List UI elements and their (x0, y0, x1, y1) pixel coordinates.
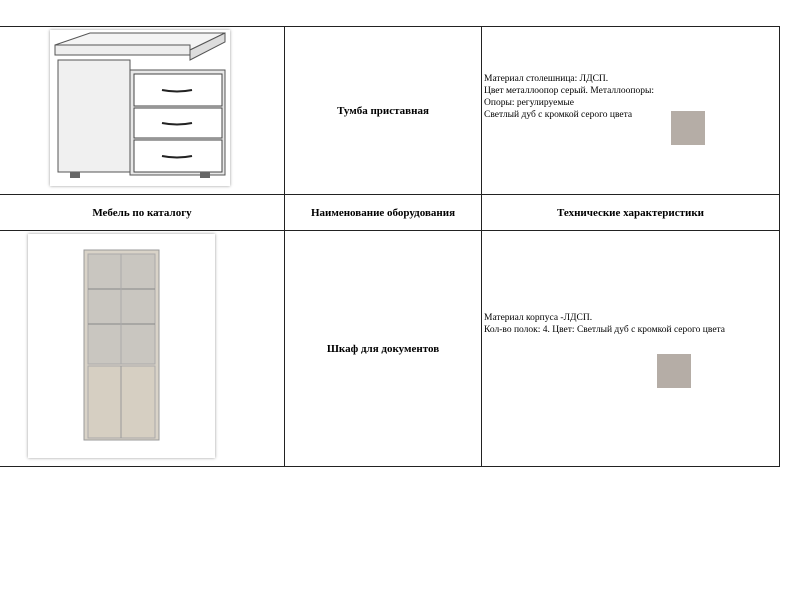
spec-line: Светлый дуб с кромкой серого цвета (484, 110, 633, 120)
header-tech: Технические характеристики (556, 206, 705, 219)
color-swatch (671, 111, 705, 145)
item-name: Тумба приставная (337, 104, 429, 117)
spec-line: Материал корпуса -ЛДСП. (484, 313, 593, 323)
color-swatch (657, 354, 691, 388)
header-name: Наименование оборудования (310, 206, 456, 219)
pedestal-image (50, 30, 230, 186)
spec-line: Кол-во полок: 4. Цвет: Светлый дуб с кромкой серого цвета (484, 325, 726, 335)
spec-line: Цвет металлоопор серый. Металлоопоры: (484, 86, 654, 96)
item-specs (484, 312, 725, 336)
cabinet-image (28, 234, 215, 458)
spec-line: Материал столешница: ЛДСП. (484, 74, 609, 84)
item-specs (484, 73, 654, 121)
divider (481, 26, 482, 467)
header-catalog: Мебель по каталогу (92, 206, 192, 219)
divider (0, 466, 780, 467)
item-name: Шкаф для документов (326, 342, 440, 355)
spec-line: Опоры: регулируемые (484, 98, 574, 108)
divider (779, 26, 780, 467)
